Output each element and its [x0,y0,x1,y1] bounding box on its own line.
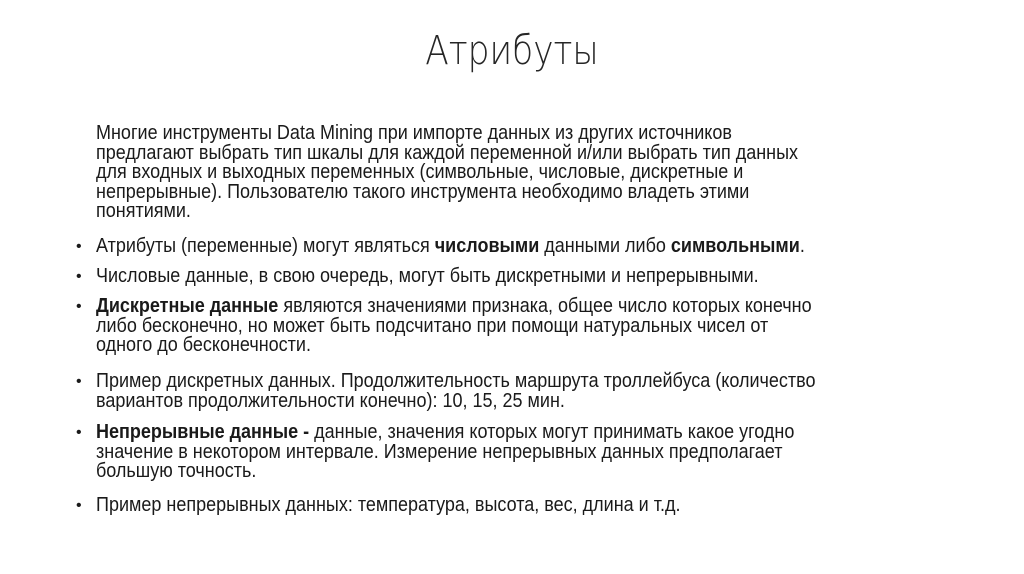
text-run: Атрибуты (переменные) могут являться [96,235,435,257]
bullet-item [76,421,872,483]
bullet-marker: • [76,373,82,390]
text-line [96,237,805,257]
text-run: большую точность. [96,460,257,483]
text-line [96,180,798,203]
bullet-item [76,235,884,257]
bold-term: числовыми [434,235,540,257]
text-line [96,267,759,287]
text-run: либо бесконечно, но может быть подсчитано при помощи натуральных чисел от [96,314,769,337]
text-run: одного до бесконечности. [96,334,311,357]
bullet-marker: • [76,424,82,441]
text-run: . [799,235,805,257]
text-run: предлагают выбрать тип шкалы для каждой переменной и/или выбрать тип данных [96,141,799,164]
bullet-marker: • [76,238,82,255]
text-run: данными либо [539,235,671,257]
bold-term: Непрерывные данные - [96,421,310,443]
text-run: для входных и выходных переменных (символьные, числовые, дискретные и [96,161,744,184]
text-run: Пример дискретных данных. Продолжительность маршрута троллейбуса (количество [96,370,816,392]
bullet-marker: • [76,298,82,315]
bold-term: Дискретные данные [96,295,279,317]
text-run: данные, значения которых могут принимать какое угодно [309,421,795,443]
bullet-item [76,265,832,287]
bullet-item [76,295,891,357]
bullet-marker: • [76,497,82,514]
text-run: Числовые данные, в свою очередь, могут быть дискретными и непрерывными. [96,265,759,287]
bullet-marker: • [76,268,82,285]
text-line [96,496,680,516]
text-run: являются значениями признака, общее число которых конечно [278,295,812,317]
slide-title: Атрибуты [425,28,599,74]
text-line [96,202,798,222]
bold-term: символьными [670,235,800,257]
text-line [96,462,794,482]
text-run: непрерывные). Пользователю такого инструмента необходимо владеть этими [96,180,750,203]
text-run: значение в некотором интервале. Измерение непрерывных данных предполагает [96,440,783,463]
text-run: Многие инструменты Data Mining при импорте данных из других источников [96,122,732,144]
bullet-item [76,494,745,516]
text-run: вариантов продолжительности конечно): 10, 15, 25 мин. [96,389,565,412]
text-run: Пример непрерывных данных: температура, высота, вес, длина и т.д. [96,494,681,516]
text-line [96,336,812,356]
text-run: понятиями. [96,200,191,223]
bullet-item [76,370,895,412]
intro-paragraph [96,124,876,222]
text-line [96,389,816,412]
